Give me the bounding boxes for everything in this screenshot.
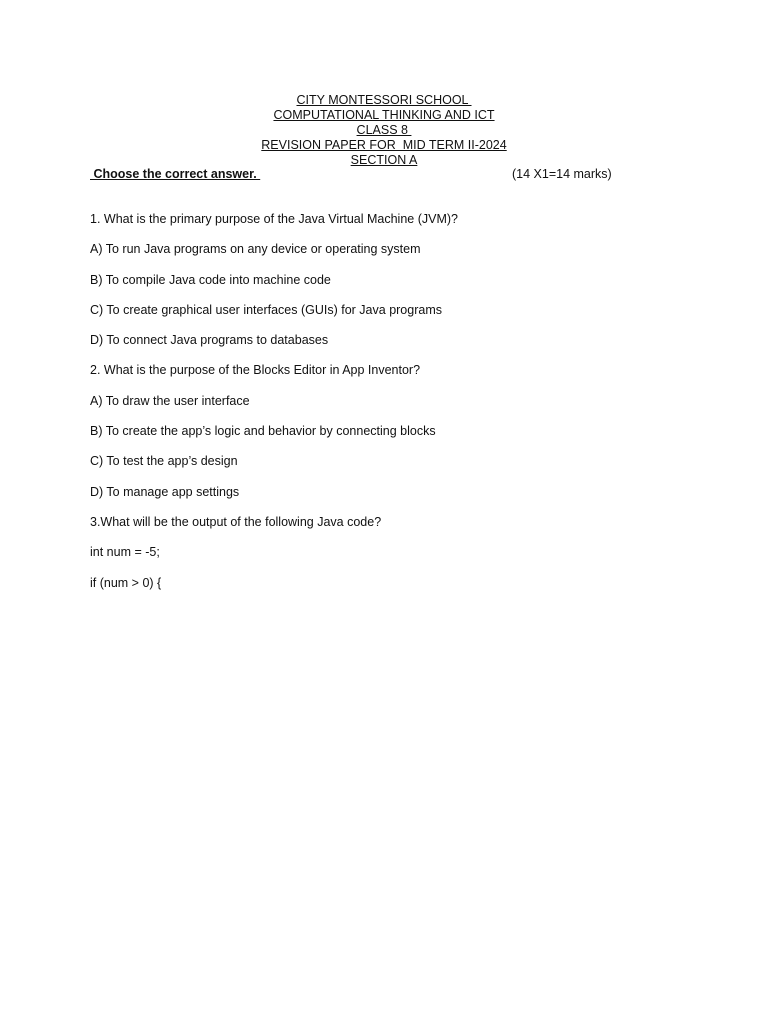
option-1c: C) To create graphical user interfaces (GUIs) for Java programs: [90, 302, 442, 317]
option-1d: D) To connect Java programs to databases: [90, 333, 329, 348]
question-3: 3.What will be the output of the following Java code?: [90, 514, 382, 529]
document-header: [0, 93, 768, 168]
question-2: 2. What is the purpose of the Blocks Editor in App Inventor?: [90, 363, 421, 378]
school-name: CITY MONTESSORI SCHOOL: [296, 93, 472, 107]
option-2a: A) To draw the user interface: [90, 393, 250, 408]
code-line-2: if (num > 0) {: [90, 575, 162, 590]
question-list: [90, 212, 690, 606]
option-1a: A) To run Java programs on any device or operating system: [90, 242, 421, 257]
option-1b: B) To compile Java code into machine code: [90, 272, 331, 287]
class-label: CLASS 8: [356, 123, 412, 137]
option-2b: B) To create the app’s logic and behavior by connecting blocks: [90, 424, 436, 439]
marks-label: (14 X1=14 marks): [512, 167, 612, 181]
question-1: 1. What is the primary purpose of the Java Virtual Machine (JVM)?: [90, 212, 458, 226]
paper-title: REVISION PAPER FOR MID TERM II-2024: [261, 138, 507, 152]
option-2d: D) To manage app settings: [90, 484, 240, 499]
instruction-text: Choose the correct answer.: [90, 167, 261, 181]
option-2c: C) To test the app’s design: [90, 454, 238, 469]
subject-title: COMPUTATIONAL THINKING AND ICT: [273, 108, 495, 122]
instruction-row: [90, 167, 620, 183]
section-label: SECTION A: [350, 153, 418, 167]
code-line-1: int num = -5;: [90, 545, 160, 560]
